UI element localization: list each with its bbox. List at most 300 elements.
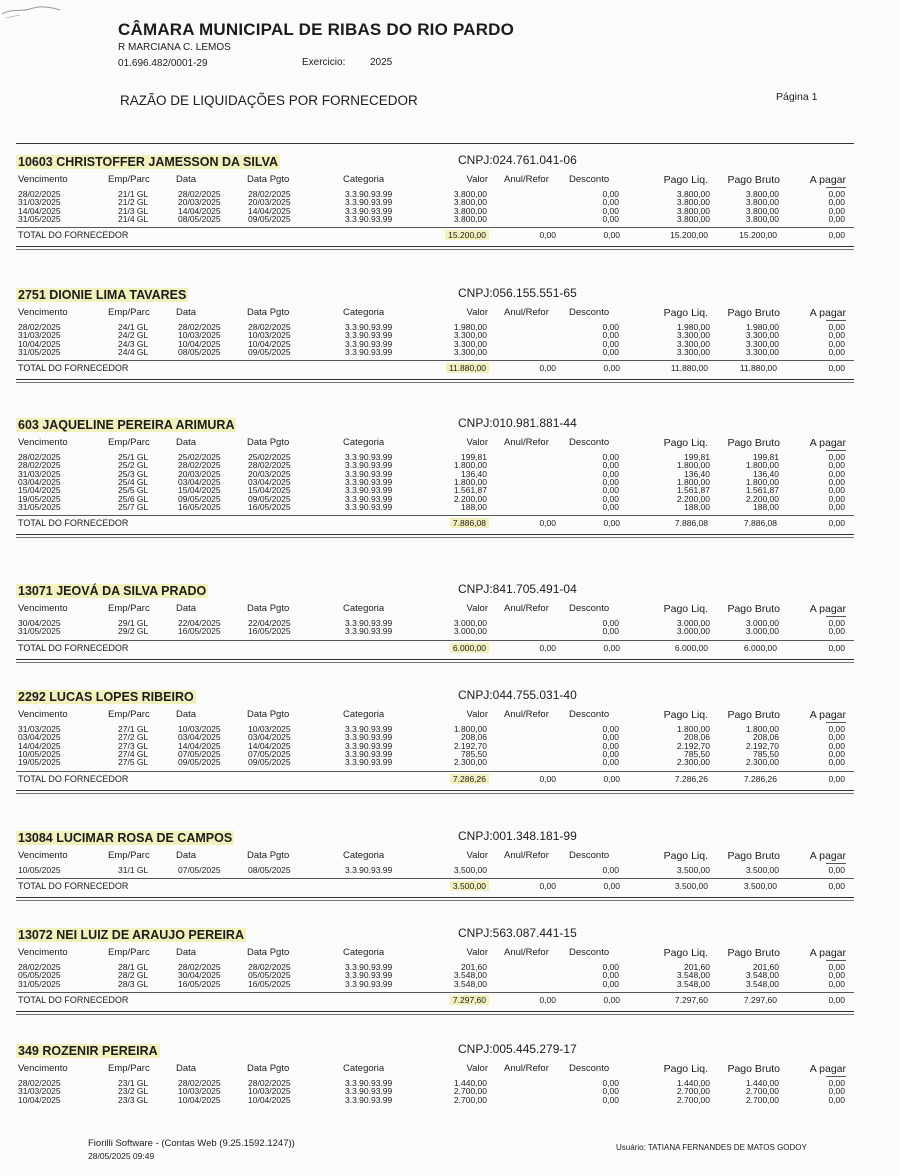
row-cell: 27/2 GL [118, 732, 149, 743]
row-cell: 1.561,87 [453, 485, 487, 496]
row-cell: 16/05/2025 [248, 626, 291, 637]
row-cell: 188,00 [753, 501, 779, 512]
row-cell: 16/05/2025 [178, 978, 221, 989]
row-cell: 20/03/2025 [248, 197, 291, 208]
row-cell: 28/02/2025 [248, 1078, 291, 1088]
row-cell: 09/05/2025 [248, 493, 291, 504]
column-header-data: Data [176, 437, 197, 448]
row-cell: 31/05/2025 [18, 213, 61, 224]
table-row [0, 757, 900, 768]
entity-cnpj: 01.696.482/0001-29 [118, 58, 208, 69]
row-cell: 0,00 [602, 626, 619, 637]
row-cell: 2.200,00 [453, 493, 487, 504]
total-valor: 7.886,08 [450, 518, 489, 528]
row-cell: 3.548,00 [745, 978, 779, 989]
row-cell: 08/05/2025 [178, 346, 221, 357]
total-valor: 7.286,26 [450, 774, 489, 784]
row-cell: 0,00 [828, 213, 845, 224]
row-cell: 0,00 [602, 197, 619, 208]
row-cell: 28/02/2025 [178, 962, 221, 972]
a-pagar-underline [826, 960, 846, 961]
total-label: TOTAL DO FORNECEDOR [18, 773, 129, 784]
total-a-pagar: 0,00 [828, 363, 845, 374]
column-header-vencimento: Vencimento [18, 709, 68, 720]
row-cell: 3.548,00 [745, 970, 779, 981]
row-cell: 0,00 [602, 452, 619, 462]
total-anul: 0,00 [539, 518, 556, 529]
column-header-anul-refor: Anul/Refor [504, 709, 549, 720]
total-top-line [16, 515, 854, 516]
row-cell: 0,00 [602, 732, 619, 743]
column-header-pago-liq: Pago Liq. [663, 437, 708, 449]
row-cell: 0,00 [828, 205, 845, 216]
row-cell: 25/4 GL [118, 476, 149, 487]
column-header-pago-bruto: Pago Bruto [727, 947, 780, 959]
row-cell: 3.3.90.93.99 [345, 322, 393, 332]
row-cell: 27/4 GL [118, 748, 149, 759]
total-top-line [16, 878, 854, 879]
table-row [0, 502, 900, 510]
row-cell: 3.3.90.93.99 [345, 970, 393, 981]
total-row [0, 230, 900, 242]
row-cell: 0,00 [602, 493, 619, 504]
column-header-data: Data [176, 709, 197, 720]
column-header-row [0, 307, 900, 319]
row-cell: 2.200,00 [745, 493, 779, 504]
row-cell: 10/05/2025 [18, 865, 61, 875]
row-cell: 3.500,00 [453, 865, 487, 875]
row-cell: 0,00 [828, 626, 845, 637]
row-cell: 3.3.90.93.99 [345, 452, 393, 462]
supplier-name: 13084 LUCIMAR ROSA DE CAMPOS [18, 831, 233, 845]
row-cell: 16/05/2025 [178, 501, 221, 512]
row-cell: 3.3.90.93.99 [345, 338, 393, 349]
row-cell: 07/05/2025 [248, 748, 291, 759]
row-cell: 31/03/2025 [18, 197, 61, 208]
row-cell: 3.800,00 [745, 213, 779, 224]
row-cell: 0,00 [828, 460, 845, 471]
row-cell: 28/02/2025 [248, 189, 291, 199]
row-cell: 21/4 GL [118, 213, 149, 224]
supplier-cnpj: CNPJ:563.087.441-15 [458, 926, 577, 940]
block-divider [16, 790, 854, 791]
total-pago-liq: 7.286,26 [674, 773, 708, 784]
row-cell: 14/04/2025 [248, 740, 291, 751]
row-cell: 201,60 [684, 962, 710, 972]
column-header-a-pagar: A pagar [809, 1063, 846, 1075]
row-cell: 1.800,00 [676, 476, 710, 487]
row-cell: 3.800,00 [676, 205, 710, 216]
total-desconto: 0,00 [603, 994, 620, 1005]
column-header-valor: Valor [466, 603, 488, 614]
column-header-pago-liq: Pago Liq. [663, 947, 708, 959]
column-header-pago-bruto: Pago Bruto [727, 307, 780, 319]
supplier-name: 13071 JEOVÁ DA SILVA PRADO [18, 584, 207, 598]
row-cell: 09/05/2025 [248, 213, 291, 224]
row-cell: 2.192,70 [453, 740, 487, 751]
row-cell: 3.300,00 [453, 330, 487, 341]
total-pago-liq: 7.886,08 [674, 518, 708, 529]
column-header-a-pagar: A pagar [809, 437, 846, 449]
total-pago-bruto: 3.500,00 [743, 881, 777, 892]
total-pago-liq: 6.000,00 [674, 642, 708, 653]
row-cell: 03/04/2025 [18, 476, 61, 487]
row-cell: 3.000,00 [745, 618, 779, 628]
table-row [0, 618, 900, 626]
row-cell: 0,00 [602, 962, 619, 972]
row-cell: 28/1 GL [118, 962, 149, 972]
row-cell: 31/05/2025 [18, 626, 61, 637]
column-header-row [0, 603, 900, 615]
row-cell: 10/03/2025 [248, 330, 291, 341]
row-cell: 07/05/2025 [178, 865, 221, 875]
corner-scribble-icon [0, 0, 70, 22]
row-cell: 2.700,00 [453, 1086, 487, 1097]
total-desconto: 0,00 [603, 881, 620, 892]
row-cell: 785,50 [753, 748, 779, 759]
supplier-name: 349 ROZENIR PEREIRA [18, 1044, 158, 1058]
total-a-pagar: 0,00 [828, 230, 845, 241]
row-cell: 30/04/2025 [18, 618, 61, 628]
row-cell: 3.800,00 [676, 197, 710, 208]
row-cell: 3.3.90.93.99 [345, 189, 393, 199]
column-header-pago-liq: Pago Liq. [663, 603, 708, 615]
row-cell: 09/05/2025 [248, 757, 291, 768]
row-cell: 2.700,00 [453, 1094, 487, 1105]
row-cell: 0,00 [602, 1086, 619, 1097]
row-cell: 25/5 GL [118, 485, 149, 496]
total-top-line [16, 640, 854, 641]
column-header-pago-bruto: Pago Bruto [727, 603, 780, 615]
column-header-emp-parc: Emp/Parc [108, 709, 150, 720]
row-cell: 208,06 [461, 732, 487, 743]
row-cell: 31/1 GL [118, 865, 149, 875]
block-divider-thin [16, 793, 854, 794]
row-cell: 1.800,00 [676, 460, 710, 471]
column-header-anul-refor: Anul/Refor [504, 850, 549, 861]
row-cell: 03/04/2025 [248, 732, 291, 743]
supplier-cnpj: CNPJ:005.445.279-17 [458, 1042, 577, 1056]
column-header-vencimento: Vencimento [18, 850, 68, 861]
row-cell: 14/04/2025 [248, 205, 291, 216]
row-cell: 3.548,00 [676, 978, 710, 989]
row-cell: 188,00 [461, 501, 487, 512]
exercicio-value: 2025 [370, 57, 393, 68]
row-cell: 0,00 [602, 189, 619, 199]
row-cell: 23/3 GL [118, 1094, 149, 1105]
total-top-line [16, 992, 854, 993]
column-header-a-pagar: A pagar [809, 850, 846, 862]
column-header-desconto: Desconto [569, 1063, 610, 1074]
row-cell: 0,00 [602, 322, 619, 332]
table-row [0, 1078, 900, 1086]
row-cell: 0,00 [828, 618, 845, 628]
row-cell: 23/2 GL [118, 1086, 149, 1097]
row-cell: 28/02/2025 [248, 460, 291, 471]
row-cell: 0,00 [602, 205, 619, 216]
total-pago-bruto: 11.880,00 [739, 363, 777, 374]
table-row [0, 452, 900, 460]
total-pago-liq: 3.500,00 [674, 881, 708, 892]
row-cell: 199,81 [461, 452, 487, 462]
column-header-vencimento: Vencimento [18, 603, 68, 614]
row-cell: 3.800,00 [676, 213, 710, 224]
column-header-anul-refor: Anul/Refor [504, 1063, 549, 1074]
row-cell: 19/05/2025 [18, 493, 61, 504]
row-cell: 1.561,87 [745, 485, 779, 496]
row-cell: 10/05/2025 [18, 748, 61, 759]
column-header-valor: Valor [466, 709, 488, 720]
row-cell: 2.192,70 [745, 740, 779, 751]
row-cell: 0,00 [602, 757, 619, 768]
top-divider [16, 143, 854, 144]
table-row [0, 979, 900, 987]
total-valor: 7.297,60 [450, 995, 489, 1005]
row-cell: 19/05/2025 [18, 757, 61, 768]
block-divider-thin [16, 1014, 854, 1015]
column-header-emp-parc: Emp/Parc [108, 850, 150, 861]
row-cell: 2.300,00 [745, 757, 779, 768]
supplier-name: 13072 NEI LUIZ DE ARAUJO PEREIRA [18, 928, 244, 942]
row-cell: 31/05/2025 [18, 501, 61, 512]
row-cell: 31/03/2025 [18, 330, 61, 341]
row-cell: 1.980,00 [745, 322, 779, 332]
row-cell: 28/02/2025 [178, 189, 221, 199]
row-cell: 0,00 [828, 338, 845, 349]
total-anul: 0,00 [539, 881, 556, 892]
table-row [0, 197, 900, 208]
row-cell: 20/03/2025 [248, 468, 291, 479]
column-header-valor: Valor [466, 1063, 488, 1074]
total-top-line [16, 227, 854, 228]
total-desconto: 0,00 [603, 363, 620, 374]
row-cell: 0,00 [828, 452, 845, 462]
total-label: TOTAL DO FORNECEDOR [18, 518, 129, 529]
row-cell: 16/05/2025 [178, 626, 221, 637]
column-header-categoria: Categoria [343, 709, 385, 720]
supplier-block [0, 690, 900, 800]
column-header-pago-liq: Pago Liq. [663, 307, 708, 319]
column-header-desconto: Desconto [569, 307, 610, 318]
row-cell: 07/05/2025 [178, 748, 221, 759]
row-cell: 25/7 GL [118, 501, 149, 512]
column-header-row [0, 709, 900, 721]
column-header-vencimento: Vencimento [18, 174, 68, 185]
column-header-categoria: Categoria [343, 174, 385, 185]
row-cell: 0,00 [602, 501, 619, 512]
row-cell: 0,00 [828, 748, 845, 759]
column-header-a-pagar: A pagar [809, 174, 846, 186]
row-cell: 3.3.90.93.99 [345, 476, 393, 487]
row-cell: 2.700,00 [676, 1094, 710, 1105]
table-row [0, 330, 900, 341]
row-cell: 3.000,00 [676, 618, 710, 628]
row-cell: 0,00 [828, 468, 845, 479]
row-cell: 24/1 GL [118, 322, 149, 332]
row-cell: 136,40 [461, 468, 487, 479]
row-cell: 29/2 GL [118, 626, 149, 637]
row-cell: 2.300,00 [453, 757, 487, 768]
row-cell: 3.300,00 [676, 330, 710, 341]
row-cell: 208,06 [684, 732, 710, 743]
column-header-pago-bruto: Pago Bruto [727, 1063, 780, 1075]
total-top-line [16, 771, 854, 772]
row-cell: 16/05/2025 [248, 978, 291, 989]
row-cell: 21/2 GL [118, 197, 149, 208]
table-row [0, 1086, 900, 1097]
row-cell: 27/5 GL [118, 757, 149, 768]
row-cell: 3.300,00 [745, 338, 779, 349]
total-a-pagar: 0,00 [828, 642, 845, 653]
total-row [0, 643, 900, 655]
total-anul: 0,00 [539, 994, 556, 1005]
row-cell: 3.3.90.93.99 [345, 978, 393, 989]
row-cell: 1.980,00 [453, 322, 487, 332]
a-pagar-underline [826, 187, 846, 188]
row-cell: 136,40 [753, 468, 779, 479]
column-header-categoria: Categoria [343, 603, 385, 614]
column-header-data-pgto: Data Pgto [247, 850, 290, 861]
block-divider [16, 246, 854, 247]
column-header-data: Data [176, 603, 197, 614]
row-cell: 0,00 [602, 213, 619, 224]
entity-name: CÂMARA MUNICIPAL DE RIBAS DO RIO PARDO [118, 20, 515, 39]
row-cell: 20/03/2025 [178, 468, 221, 479]
column-header-categoria: Categoria [343, 850, 385, 861]
row-cell: 10/03/2025 [178, 1086, 221, 1097]
row-cell: 199,81 [753, 452, 779, 462]
column-header-data-pgto: Data Pgto [247, 1063, 290, 1074]
column-header-desconto: Desconto [569, 437, 610, 448]
total-desconto: 0,00 [603, 773, 620, 784]
row-cell: 3.3.90.93.99 [345, 501, 393, 512]
total-pago-liq: 7.297,60 [674, 994, 708, 1005]
row-cell: 0,00 [602, 338, 619, 349]
row-cell: 3.3.90.93.99 [345, 330, 393, 341]
column-header-categoria: Categoria [343, 437, 385, 448]
row-cell: 27/1 GL [118, 724, 149, 734]
row-cell: 0,00 [602, 970, 619, 981]
row-cell: 1.980,00 [676, 322, 710, 332]
column-header-pago-bruto: Pago Bruto [727, 174, 780, 186]
total-a-pagar: 0,00 [828, 773, 845, 784]
table-row [0, 749, 900, 757]
column-header-valor: Valor [466, 174, 488, 185]
row-cell: 1.800,00 [745, 476, 779, 487]
row-cell: 10/04/2025 [18, 338, 61, 349]
row-cell: 3.300,00 [453, 346, 487, 357]
row-cell: 0,00 [828, 1094, 845, 1105]
footer-software: Fiorilli Software - (Contas Web (9.25.1592.1247)) [88, 1138, 295, 1149]
row-cell: 3.3.90.93.99 [345, 346, 393, 357]
row-cell: 0,00 [602, 476, 619, 487]
total-anul: 0,00 [539, 230, 556, 241]
column-header-emp-parc: Emp/Parc [108, 174, 150, 185]
total-desconto: 0,00 [603, 518, 620, 529]
row-cell: 3.548,00 [453, 970, 487, 981]
row-cell: 0,00 [828, 476, 845, 487]
supplier-block [0, 155, 900, 265]
column-header-vencimento: Vencimento [18, 437, 68, 448]
row-cell: 0,00 [828, 962, 845, 972]
column-header-data-pgto: Data Pgto [247, 307, 290, 318]
row-cell: 0,00 [828, 330, 845, 341]
supplier-cnpj: CNPJ:841.705.491-04 [458, 582, 577, 596]
row-cell: 201,60 [753, 962, 779, 972]
supplier-cnpj: CNPJ:010.981.881-44 [458, 416, 577, 430]
total-pago-bruto: 7.286,26 [743, 773, 777, 784]
row-cell: 1.800,00 [745, 724, 779, 734]
row-cell: 0,00 [828, 865, 845, 875]
row-cell: 3.3.90.93.99 [345, 493, 393, 504]
row-cell: 24/3 GL [118, 338, 149, 349]
column-header-anul-refor: Anul/Refor [504, 174, 549, 185]
supplier-block [0, 418, 900, 528]
row-cell: 15/04/2025 [178, 485, 221, 496]
row-cell: 3.3.90.93.99 [345, 213, 393, 224]
row-cell: 3.300,00 [676, 346, 710, 357]
row-cell: 10/03/2025 [248, 1086, 291, 1097]
row-cell: 3.3.90.93.99 [345, 468, 393, 479]
row-cell: 3.300,00 [676, 338, 710, 349]
row-cell: 22/04/2025 [248, 618, 291, 628]
row-cell: 3.800,00 [453, 213, 487, 224]
column-header-data: Data [176, 850, 197, 861]
row-cell: 3.3.90.93.99 [345, 485, 393, 496]
row-cell: 10/03/2025 [178, 330, 221, 341]
row-cell: 3.3.90.93.99 [345, 865, 393, 875]
supplier-cnpj: CNPJ:056.155.551-65 [458, 286, 577, 300]
row-cell: 10/03/2025 [248, 724, 291, 734]
row-cell: 0,00 [828, 197, 845, 208]
column-header-data: Data [176, 307, 197, 318]
block-divider [16, 379, 854, 380]
row-cell: 1.800,00 [745, 460, 779, 471]
row-cell: 0,00 [602, 485, 619, 496]
table-row [0, 626, 900, 637]
row-cell: 3.3.90.93.99 [345, 618, 393, 628]
column-header-row [0, 1063, 900, 1075]
column-header-pago-liq: Pago Liq. [663, 174, 708, 186]
row-cell: 3.3.90.93.99 [345, 1094, 393, 1105]
total-pago-bruto: 7.886,08 [743, 518, 777, 529]
row-cell: 0,00 [602, 618, 619, 628]
supplier-name: 603 JAQUELINE PEREIRA ARIMURA [18, 418, 235, 432]
row-cell: 0,00 [828, 346, 845, 357]
supplier-block [0, 584, 900, 694]
table-row [0, 1095, 900, 1103]
row-cell: 0,00 [828, 493, 845, 504]
supplier-name: 2292 LUCAS LOPES RIBEIRO [18, 690, 194, 704]
footer-datetime: 28/05/2025 09:49 [88, 1151, 155, 1161]
column-header-a-pagar: A pagar [809, 947, 846, 959]
row-cell: 03/04/2025 [178, 732, 221, 743]
column-header-valor: Valor [466, 850, 488, 861]
supplier-cnpj: CNPJ:044.755.031-40 [458, 688, 577, 702]
block-divider [16, 534, 854, 535]
total-label: TOTAL DO FORNECEDOR [18, 363, 129, 374]
row-cell: 3.3.90.93.99 [345, 740, 393, 751]
total-pago-bruto: 6.000,00 [743, 642, 777, 653]
total-valor: 3.500,00 [450, 881, 489, 891]
row-cell: 3.3.90.93.99 [345, 197, 393, 208]
row-cell: 28/02/2025 [178, 1078, 221, 1088]
a-pagar-underline [826, 320, 846, 321]
row-cell: 22/04/2025 [178, 618, 221, 628]
row-cell: 10/04/2025 [178, 1094, 221, 1105]
row-cell: 0,00 [828, 757, 845, 768]
row-cell: 1.440,00 [745, 1078, 779, 1088]
